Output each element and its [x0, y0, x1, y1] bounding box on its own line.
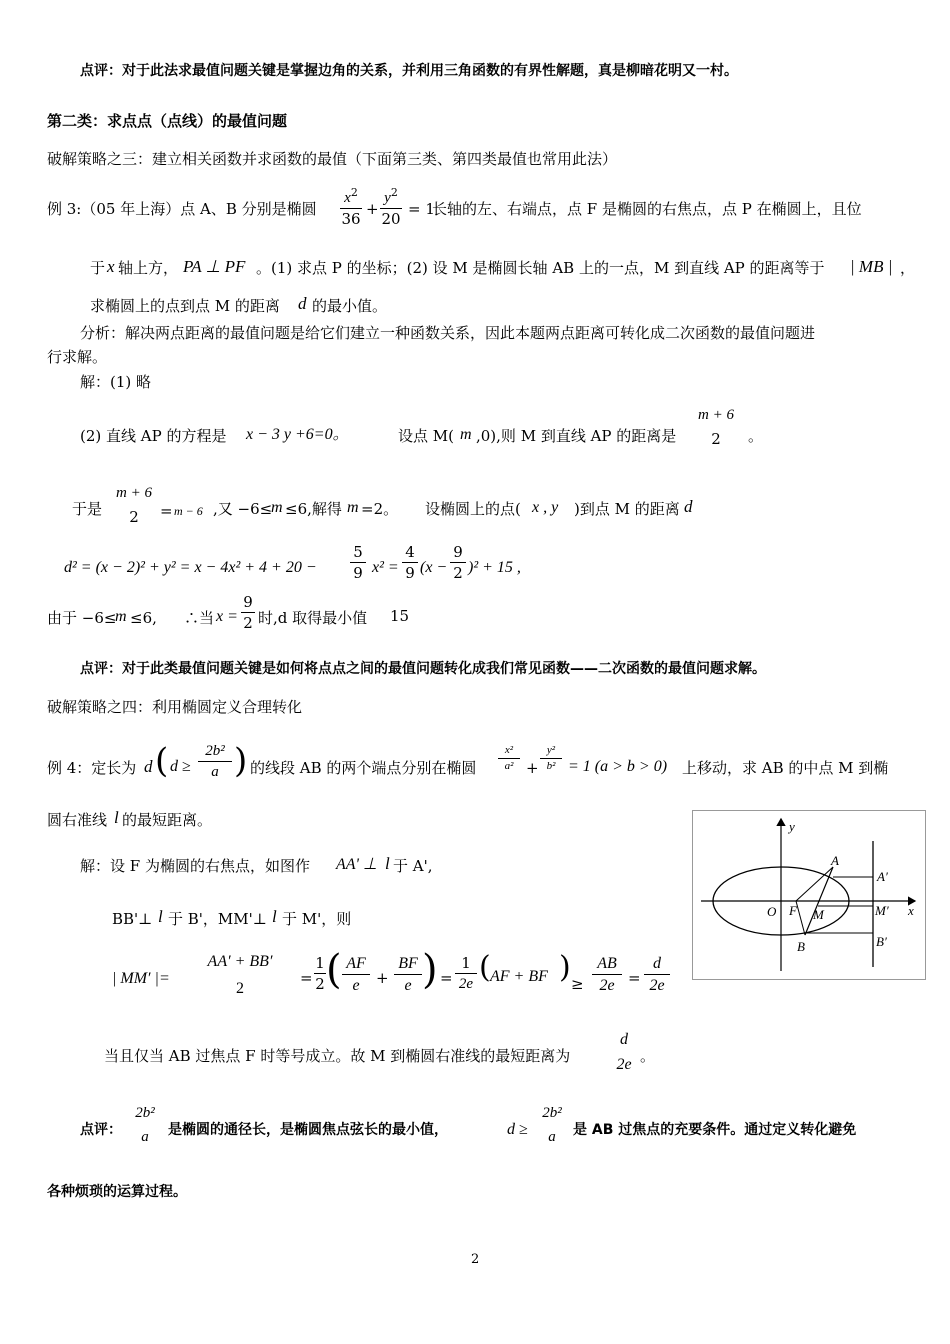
example-3-line2-c: 。(1) 求点 P 的坐标；(2) 设 M 是椭圆长轴 AB 上的一点，M 到直线 AP 的距离等于: [256, 259, 825, 277]
fraction-1-2e: 1 2e: [455, 954, 477, 993]
at-m-prime-then: 于 M'，则: [282, 910, 352, 928]
solution-2-set-m: 设点 M(: [398, 427, 454, 445]
var-l: l: [158, 907, 163, 926]
solution-conclusion: 当且仅当 AB 过焦点 F 时等号成立。故 M 到椭圆右准线的最短距离为: [104, 1047, 571, 1065]
distance-squared-expansion: d² = (x − 2)² + y² = x − 4x² + 4 + 20 −: [64, 559, 317, 576]
d-geq: d ≥: [507, 1121, 528, 1138]
page-number: 2: [471, 1252, 480, 1267]
ellipse-x2-a2: x² a²: [498, 744, 520, 773]
at-b-prime-mm-perp: 于 B'，MM'⊥: [168, 910, 267, 928]
plus-sign: +: [526, 759, 539, 777]
fraction-1-2: 1 2: [315, 954, 325, 993]
label-b-prime: B′: [876, 934, 887, 949]
plus-sign: +: [376, 969, 389, 987]
ellipse-condition: = 1 (a > b > 0): [568, 758, 668, 775]
solution-3-f: )到点 M 的距离: [574, 500, 680, 518]
x-equals: x =: [216, 608, 238, 625]
label-o: O: [767, 904, 777, 919]
d-geq: d ≥: [170, 758, 191, 775]
example-3-line3-a: 求椭圆上的点到点 M 的距离: [90, 297, 280, 315]
label-a: A: [831, 853, 839, 868]
solution-3-fraction: m + 6 2: [116, 485, 152, 526]
example-4-b: 的线段 AB 的两个端点分别在椭圆: [250, 759, 477, 777]
fraction-d-2e: d 2e: [644, 954, 670, 995]
point-xy: x , y: [532, 499, 559, 516]
right-paren: ): [234, 741, 248, 781]
fraction-aa-bb: AA′ + BB′ 2: [207, 953, 273, 998]
fraction-4-9: 4 9: [402, 543, 418, 582]
solution-3-yushi: 于是: [72, 500, 103, 518]
equals-sign: =: [300, 969, 313, 987]
solution-5-d: 时,d 取得最小值: [258, 609, 368, 627]
strategy-3-title: 破解策略之三：建立相关函数并求函数的最值（下面第三类、第四类最值也常用此法）: [47, 150, 618, 168]
ellipse-y2-b2: y² b²: [540, 744, 562, 773]
right-paren-big: ): [422, 947, 438, 993]
segment-af: [796, 867, 833, 901]
right-paren-small: ): [559, 950, 571, 985]
geq-sign: ≥: [571, 975, 584, 993]
label-x: x: [908, 903, 914, 918]
analysis-line-2: 行求解。: [47, 348, 108, 366]
period: 。: [640, 1047, 656, 1065]
section-2-title: 第二类：求点点（点线）的最值问题: [47, 112, 288, 130]
solution-part-1: 解：(1) 略: [80, 373, 152, 391]
distance-mb: | MB |: [850, 257, 893, 276]
example-3-text: 长轴的左、右端点，点 F 是椭圆的右焦点，点 P 在椭圆上，且位: [432, 200, 862, 218]
aa-perp: AA' ⊥: [336, 856, 377, 873]
solution-2-distance-text: ,0),则 M 到直线 AP 的距离是: [476, 427, 677, 445]
solution-3-c: ≤6,解得: [285, 500, 342, 518]
example-4-line2-a: 圆右准线: [47, 811, 108, 829]
example-3-line2-b: 轴上方，: [118, 259, 179, 277]
var-d: d: [144, 757, 153, 776]
equals-sign: =: [440, 969, 453, 987]
m-minus-6: m − 6: [174, 504, 203, 518]
label-y: y: [789, 819, 795, 834]
solution-3-b: ,又 −6≤: [213, 500, 273, 518]
review-3-b: 是椭圆的通径长，是椭圆焦点弦长的最小值，: [168, 1122, 448, 1138]
var-x: x: [107, 257, 115, 276]
var-d: d: [298, 294, 307, 313]
label-m: M: [813, 907, 824, 922]
solution-2-text: (2) 直线 AP 的方程是: [80, 427, 227, 445]
plus-15: )² + 15 ,: [468, 559, 521, 576]
var-m: m: [115, 608, 127, 625]
comma: ，: [900, 259, 916, 277]
example-4-line2-b: 的最短距离。: [122, 811, 213, 829]
review-3-c: 是 AB 过焦点的充要条件。通过定义转化避免: [573, 1122, 857, 1138]
var-d: d: [684, 497, 693, 516]
label-a-prime: A′: [877, 869, 888, 884]
equals-sign: =: [628, 969, 641, 987]
analysis-line-1: 分析：解决两点距离的最值问题是给它们建立一种函数关系，因此本题两点距离可转化成二次函数的最值问题进: [80, 324, 816, 342]
equals-sign: =: [160, 502, 173, 520]
ellipse-figure: [692, 810, 926, 980]
fraction-2b2-a-review-2: 2b² a: [542, 1105, 562, 1145]
x-squared-eq: x² =: [372, 559, 399, 576]
solution-3-e: 设椭圆上的点(: [425, 500, 521, 518]
solution-3-d: =2。: [361, 500, 399, 518]
at-a-prime: 于 A',: [393, 857, 433, 875]
x-minus: (x −: [420, 559, 448, 576]
fraction-ab-2e: AB 2e: [592, 954, 622, 995]
ellipse-y-fraction: $y^2$ 20: [381, 186, 401, 228]
label-f: F: [789, 903, 797, 918]
fraction-bf-e: BF e: [394, 954, 422, 995]
plus-sign: +: [366, 200, 379, 218]
equals-one: = 1: [408, 200, 435, 218]
example-3-intro: 例 3:（05 年上海）点 A、B 分别是椭圆: [47, 200, 317, 218]
fraction-af-e: AF e: [342, 954, 370, 995]
review-2: 点评：对于此类最值问题关键是如何将点点之间的最值问题转化成我们常见函数——二次函数的最值问题求解。: [80, 661, 766, 677]
example-3-line2-a: 于: [90, 259, 106, 277]
af-plus-bf: AF + BF: [490, 968, 548, 985]
example-4-c: 上移动，求 AB 的中点 M 到椭: [682, 759, 889, 777]
mm-prime-abs: | MM′ |=: [112, 970, 170, 987]
fraction-9-2-b: 9 2: [241, 593, 255, 632]
fraction-9-2: 9 2: [450, 543, 466, 582]
left-paren-big: (: [326, 947, 342, 993]
period: 。: [748, 427, 764, 445]
min-value: 15: [390, 607, 410, 625]
fraction-5-9: 5 9: [350, 543, 366, 582]
example-3-line3-b: 的最小值。: [312, 297, 388, 315]
bb-perp: BB'⊥: [112, 910, 153, 928]
line-ap-equation: x − 3 y +6=0。: [246, 426, 349, 443]
segment-bf: [796, 901, 805, 935]
fraction-d-2e-final: d 2e: [616, 1031, 632, 1074]
var-l: l: [385, 854, 390, 873]
var-m: m: [460, 426, 472, 443]
distance-fraction: m + 6 2: [698, 407, 734, 448]
review-3-label: 点评：: [80, 1122, 122, 1138]
review-1: 点评：对于此法求最值问题关键是掌握边角的关系，并利用三角函数的有界性解题，真是柳暗花明又一村。: [80, 63, 738, 79]
left-paren: (: [155, 741, 169, 781]
ellipse-x-fraction: $x^2$ 36: [341, 186, 361, 228]
label-b: B: [797, 939, 805, 954]
var-l: l: [272, 907, 277, 926]
var-l: l: [114, 808, 119, 827]
solution-5-a: 由于 −6≤: [47, 609, 117, 627]
solution-5-b: ≤6,: [130, 609, 157, 627]
var-m: m: [347, 499, 359, 516]
ellipse-diagram: [693, 811, 925, 979]
fraction-2b2-a: 2b² a: [198, 742, 232, 781]
strategy-4-title: 破解策略之四：利用椭圆定义合理转化: [47, 698, 303, 716]
left-paren-small: (: [479, 950, 491, 985]
therefore-when: ∴当: [184, 609, 215, 627]
fraction-2b2-a-review: 2b² a: [135, 1105, 155, 1145]
label-m-prime: M′: [875, 903, 889, 918]
perpendicular-condition: PA ⊥ PF: [183, 257, 246, 276]
review-3-line2: 各种烦琐的运算过程。: [47, 1184, 187, 1200]
solution-4-intro: 解：设 F 为椭圆的右焦点，如图作: [80, 857, 310, 875]
example-4-intro: 例 4：定长为: [47, 759, 137, 777]
var-m: m: [271, 499, 283, 516]
